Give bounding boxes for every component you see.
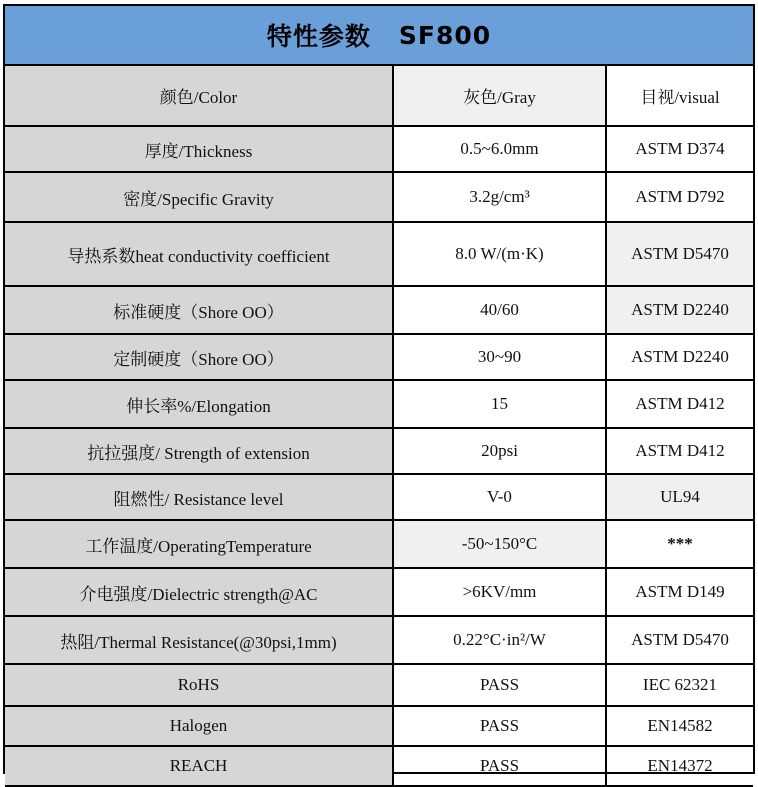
standard-cell: ASTM D2240 bbox=[606, 286, 753, 334]
value-cell: >6KV/mm bbox=[393, 568, 606, 616]
table-row bbox=[5, 334, 753, 380]
property-cell: REACH bbox=[5, 746, 393, 786]
standard-cell: ASTM D412 bbox=[606, 380, 753, 428]
standard-cell: EN14372 bbox=[606, 746, 753, 786]
table-row bbox=[5, 664, 753, 706]
property-cell: 定制硬度（Shore OO） bbox=[5, 334, 393, 380]
table-row bbox=[5, 428, 753, 474]
value-cell: 40/60 bbox=[393, 286, 606, 334]
product-code: SF800 bbox=[398, 20, 492, 50]
value-cell: PASS bbox=[393, 746, 606, 786]
value-cell: PASS bbox=[393, 706, 606, 746]
table-row bbox=[5, 286, 753, 334]
value-cell: 0.5~6.0mm bbox=[393, 126, 606, 172]
property-cell: 工作温度/OperatingTemperature bbox=[5, 520, 393, 568]
value-cell: 8.0 W/(m·K) bbox=[393, 222, 606, 286]
value-cell: 3.2g/cm³ bbox=[393, 172, 606, 222]
standard-cell: ASTM D5470 bbox=[606, 616, 753, 664]
property-cell: 抗拉强度/ Strength of extension bbox=[5, 428, 393, 474]
property-cell: 标准硬度（Shore OO） bbox=[5, 286, 393, 334]
sheet-title: 特性参数 bbox=[266, 22, 371, 51]
property-cell: 伸长率%/Elongation bbox=[5, 380, 393, 428]
value-cell: 0.22°C·in²/W bbox=[393, 616, 606, 664]
property-cell: 密度/Specific Gravity bbox=[5, 172, 393, 222]
table-row bbox=[5, 520, 753, 568]
standard-cell: ASTM D2240 bbox=[606, 334, 753, 380]
table-row bbox=[5, 66, 753, 126]
table-row bbox=[5, 746, 753, 786]
property-cell: 介电强度/Dielectric strength@AC bbox=[5, 568, 393, 616]
value-cell: 15 bbox=[393, 380, 606, 428]
property-cell: Halogen bbox=[5, 706, 393, 746]
spec-sheet bbox=[3, 4, 755, 774]
property-cell: 厚度/Thickness bbox=[5, 126, 393, 172]
table-row bbox=[5, 380, 753, 428]
table-row bbox=[5, 616, 753, 664]
value-cell: 灰色/Gray bbox=[393, 66, 606, 126]
property-cell: 颜色/Color bbox=[5, 66, 393, 126]
property-cell: 阻燃性/ Resistance level bbox=[5, 474, 393, 520]
table-row bbox=[5, 706, 753, 746]
property-cell: RoHS bbox=[5, 664, 393, 706]
standard-cell: ASTM D374 bbox=[606, 126, 753, 172]
value-cell: V-0 bbox=[393, 474, 606, 520]
table-row bbox=[5, 126, 753, 172]
value-cell: 30~90 bbox=[393, 334, 606, 380]
table-row bbox=[5, 568, 753, 616]
table-row bbox=[5, 474, 753, 520]
standard-cell: UL94 bbox=[606, 474, 753, 520]
value-cell: 20psi bbox=[393, 428, 606, 474]
standard-cell: ASTM D792 bbox=[606, 172, 753, 222]
value-cell: PASS bbox=[393, 664, 606, 706]
table-row bbox=[5, 222, 753, 286]
property-cell: 导热系数heat conductivity coefficient bbox=[5, 222, 393, 286]
title-bar bbox=[5, 6, 753, 66]
standard-cell: ASTM D5470 bbox=[606, 222, 753, 286]
property-cell: 热阻/Thermal Resistance(@30psi,1mm) bbox=[5, 616, 393, 664]
standard-cell: ASTM D412 bbox=[606, 428, 753, 474]
standard-cell: EN14582 bbox=[606, 706, 753, 746]
table-row bbox=[5, 172, 753, 222]
parameters-table bbox=[5, 66, 753, 787]
value-cell: -50~150°C bbox=[393, 520, 606, 568]
standard-cell: 目视/visual bbox=[606, 66, 753, 126]
standard-cell: IEC 62321 bbox=[606, 664, 753, 706]
standard-cell: ASTM D149 bbox=[606, 568, 753, 616]
standard-cell: *** bbox=[606, 520, 753, 568]
